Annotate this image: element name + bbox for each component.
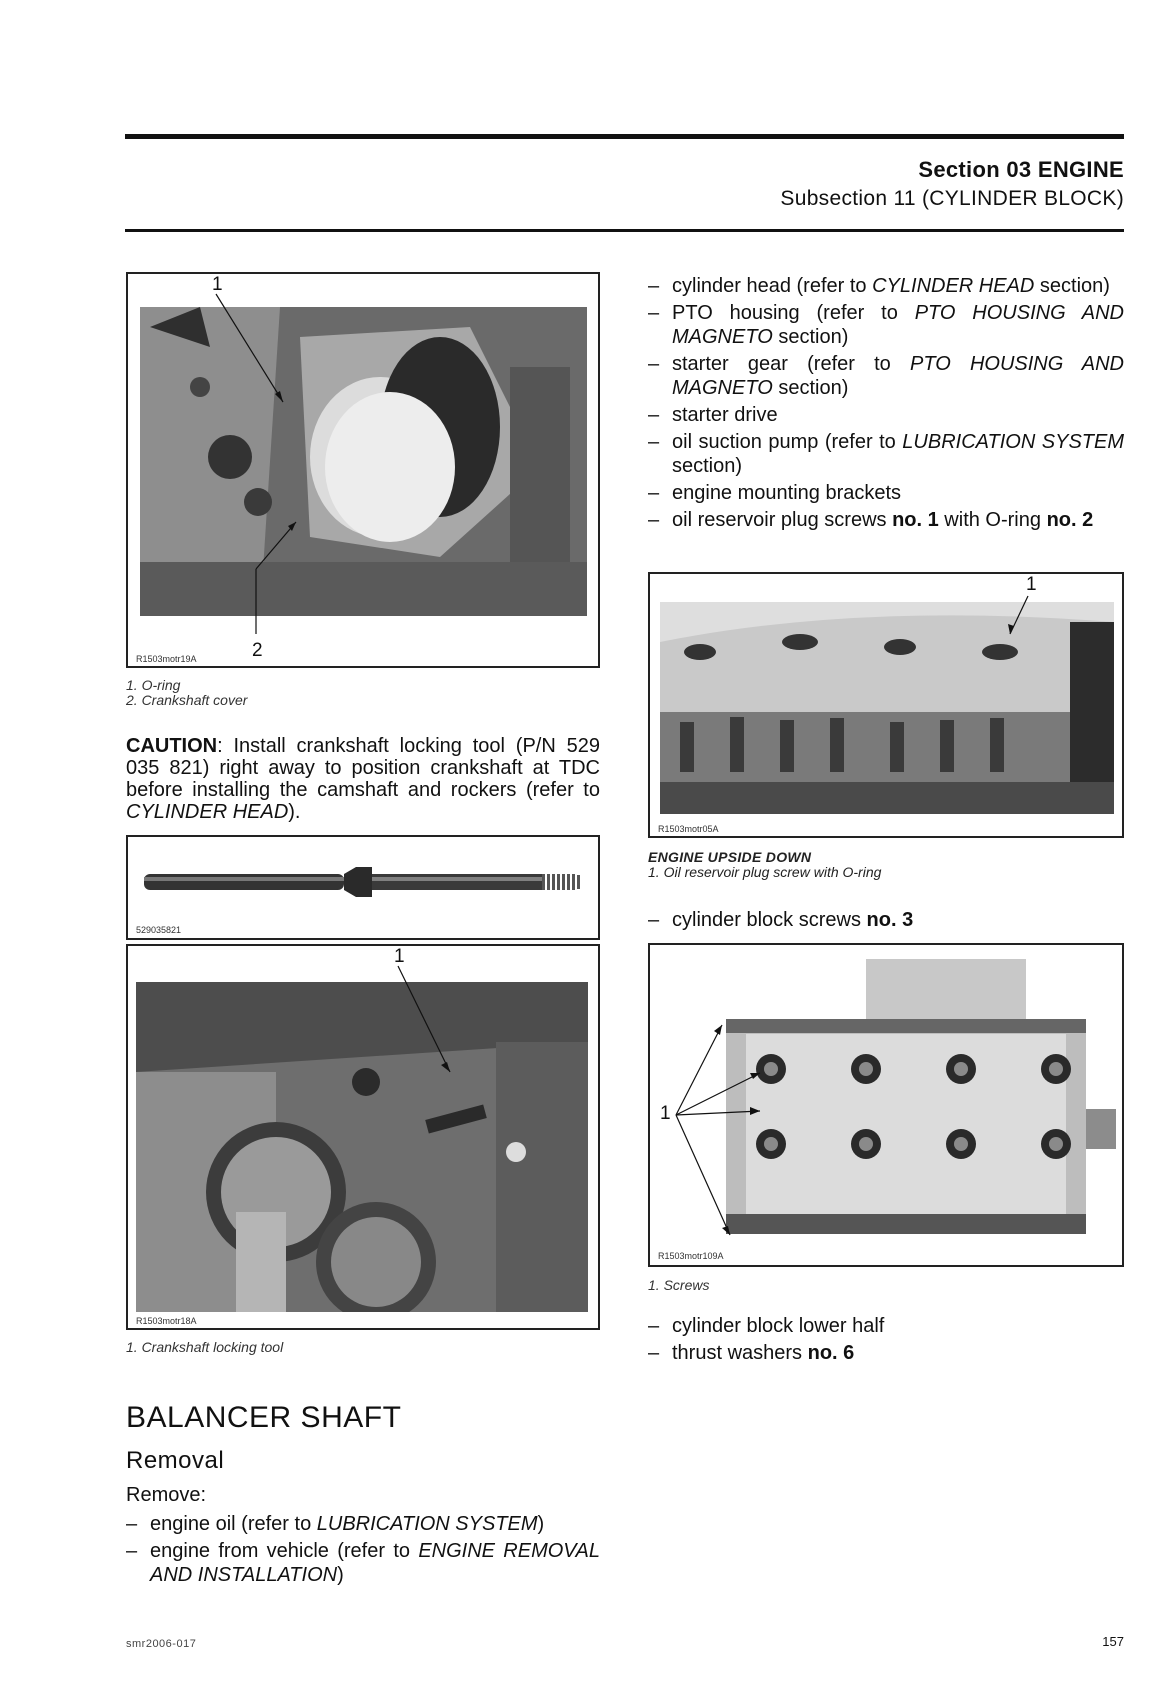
callout-leaders xyxy=(650,574,1124,838)
caution-ref: CYLINDER HEAD xyxy=(126,801,289,823)
heading-balancer-shaft: BALANCER SHAFT xyxy=(126,1401,402,1434)
callout-leaders xyxy=(650,945,1124,1267)
callout-1: 1 xyxy=(1026,574,1037,595)
footer-document-code: smr2006-017 xyxy=(126,1638,197,1650)
removal-list-right-3 xyxy=(648,1314,1124,1368)
legend-item: 1. Screws xyxy=(648,1277,710,1293)
list-item: – engine mounting brackets xyxy=(648,481,1124,505)
legend-item: 1. Oil reservoir plug screw with O-ring xyxy=(648,864,882,880)
removal-list-right-1 xyxy=(648,274,1124,535)
figure-id: R1503motr05A xyxy=(658,824,719,834)
list-item: – PTO housing (refer to PTO HOUSING AND MAGNETO section) xyxy=(648,301,1124,349)
callout-1: 1 xyxy=(212,274,223,295)
header-top-rule xyxy=(125,134,1124,139)
callout-2: 2 xyxy=(252,640,263,661)
page-number: 157 xyxy=(1102,1634,1124,1649)
caution-label: CAUTION xyxy=(126,735,218,757)
callout-leaders xyxy=(128,274,600,668)
figure-locking-tool xyxy=(126,835,600,940)
figure-crankshaft-locking-tool xyxy=(126,944,600,1330)
section-title: Section 03 ENGINE xyxy=(918,157,1124,182)
legend-item: 1. O-ring xyxy=(126,677,181,693)
figure-legend-oring xyxy=(126,678,247,708)
subsection-title: Subsection 11 (CYLINDER BLOCK) xyxy=(780,187,1124,210)
list-item: – oil reservoir plug screws no. 1 with O-ring no. 2 xyxy=(648,508,1124,532)
callout-1: 1 xyxy=(394,946,405,967)
callout-leaders xyxy=(128,946,600,1330)
list-item: – starter gear (refer to PTO HOUSING AND MAGNETO section) xyxy=(648,352,1124,400)
list-item: – engine from vehicle (refer to ENGINE REMOVAL AND INSTALLATION) xyxy=(126,1539,600,1587)
figure-caption-engine xyxy=(648,850,881,880)
list-item: – cylinder block lower half xyxy=(648,1314,1124,1338)
legend-item: 1. Crankshaft locking tool xyxy=(126,1339,284,1355)
list-item: – thrust washers no. 6 xyxy=(648,1341,1124,1365)
list-item: – engine oil (refer to LUBRICATION SYSTEM) xyxy=(126,1512,600,1536)
figure-id: R1503motr18A xyxy=(136,1316,197,1326)
locking-tool-drawing xyxy=(128,837,600,940)
balancer-removal-list xyxy=(126,1512,600,1590)
figure-title: ENGINE UPSIDE DOWN xyxy=(648,849,812,865)
list-item: – starter drive xyxy=(648,403,1124,427)
caution-note: CAUTION: Install crankshaft locking tool (P/N 529 035 821) right away to position crankshaft at TDC before installing the camshaft and rockers (refer to CYLINDER HEAD). xyxy=(126,735,600,823)
callout-1: 1 xyxy=(660,1103,671,1124)
list-item: – cylinder block screws no. 3 xyxy=(648,908,1124,932)
figure-id: 529035821 xyxy=(136,925,182,935)
heading-removal: Removal xyxy=(126,1447,225,1474)
figure-oring-crankshaft-cover xyxy=(126,272,600,668)
figure-legend-screws xyxy=(648,1278,709,1293)
figure-cylinder-block-screws xyxy=(648,943,1124,1267)
figure-id: R1503motr19A xyxy=(136,654,197,664)
legend-item: 2. Crankshaft cover xyxy=(126,692,248,708)
remove-label: Remove: xyxy=(126,1484,207,1506)
figure-legend-locking-tool xyxy=(126,1340,283,1355)
list-item: – oil suction pump (refer to LUBRICATION SYSTEM section) xyxy=(648,430,1124,478)
caution-text: : Install crankshaft locking tool (P/N 529 035 821) right away to position crankshaft at TDC before installing the camshaft and rockers (refer to xyxy=(126,735,600,801)
removal-list-right-2 xyxy=(648,908,1124,935)
list-item: – cylinder head (refer to CYLINDER HEAD section) xyxy=(648,274,1124,298)
figure-id: R1503motr109A xyxy=(658,1251,724,1261)
figure-engine-upside-down xyxy=(648,572,1124,838)
header-bottom-rule xyxy=(125,229,1124,232)
